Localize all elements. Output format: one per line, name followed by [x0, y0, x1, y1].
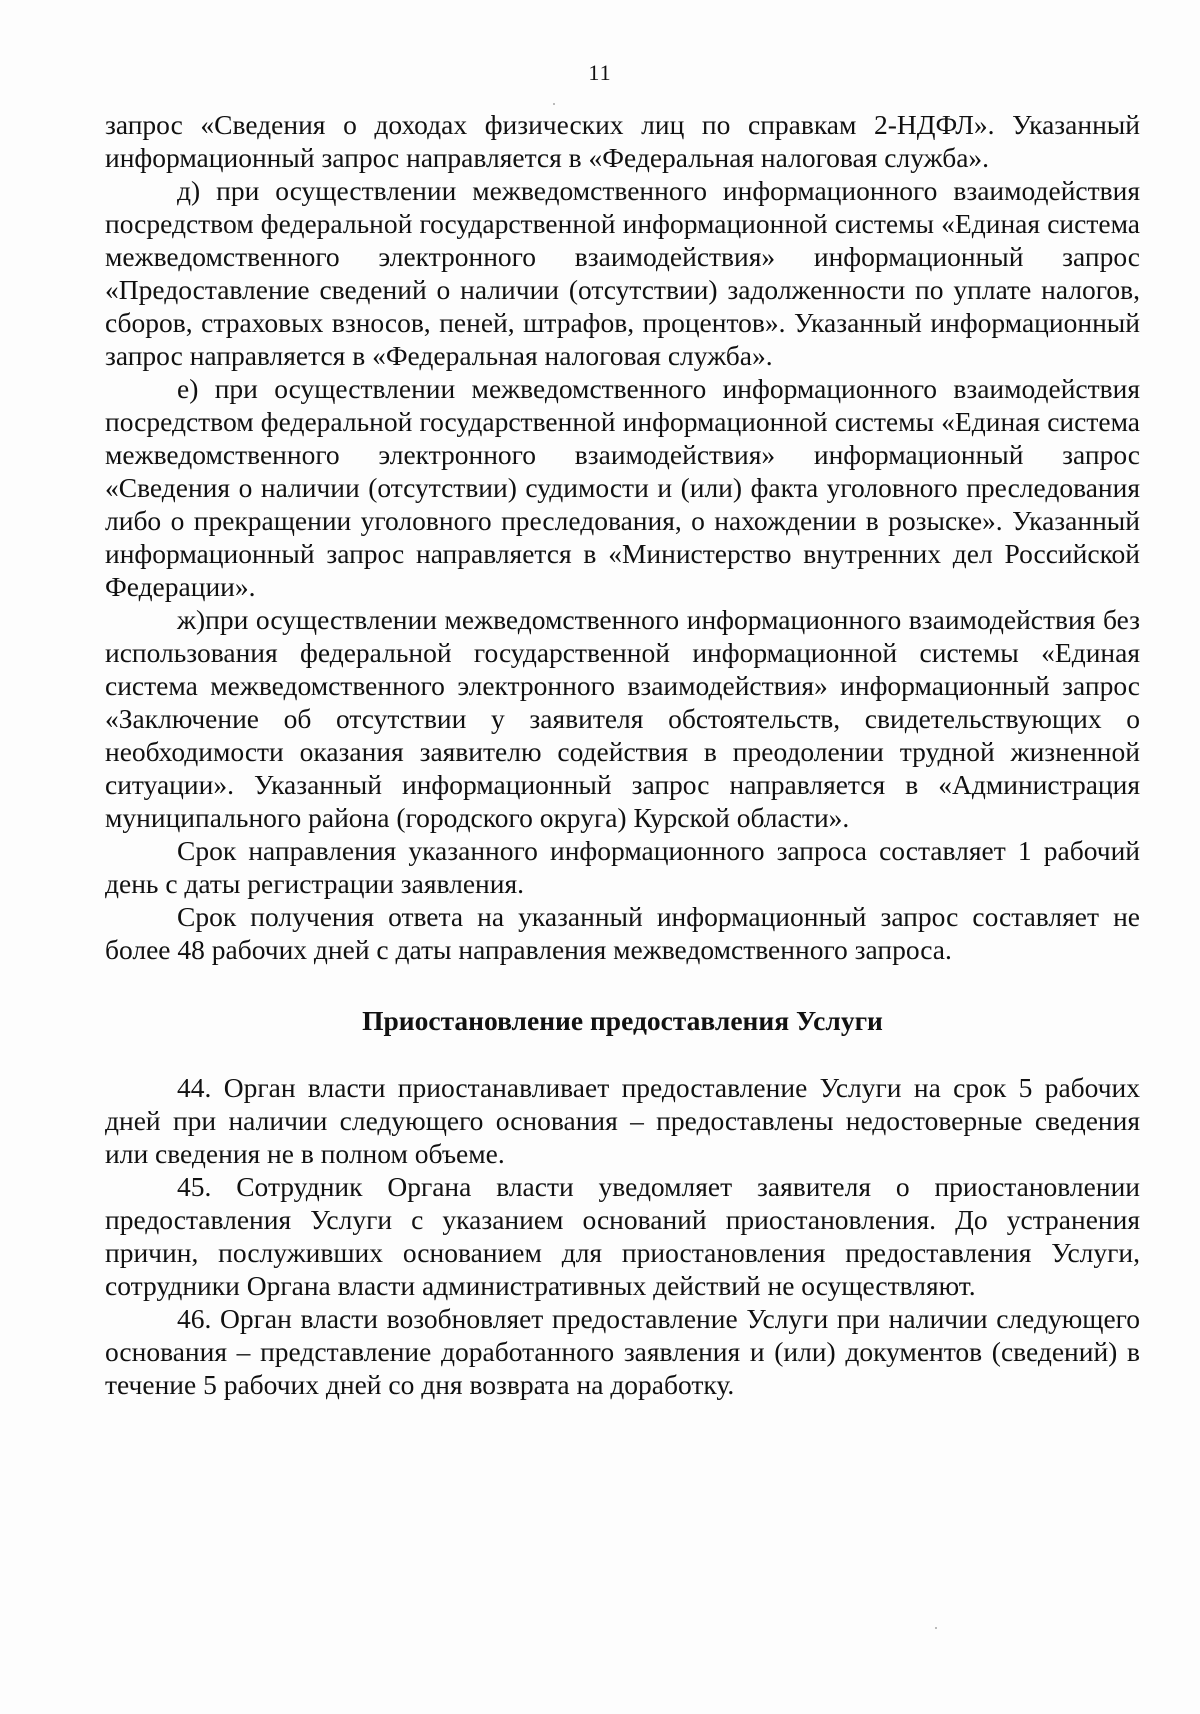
page-content	[105, 108, 1140, 1401]
paragraph-response-deadline: Срок получения ответа на указанный информационный запрос составляет не более 48 рабочих дней с даты направления межведомственного запроса.	[105, 901, 1140, 965]
page-number: 11	[588, 60, 612, 85]
paragraph-item-d: д) при осуществлении межведомственного информационного взаимодействия посредством федеральной государственной информационной системы «Единая система межведомственного электронного взаимодействия» информационный запрос «Предоставление сведений о наличии (отсутствии) задолженности по уплате налогов, сборов, страховых взносов, пеней, штрафов, процентов». Указанный информационный запрос направляется в «Федеральная налоговая служба».	[105, 175, 1140, 371]
paragraph-45: 45. Сотрудник Органа власти уведомляет заявителя о приостановлении предоставления Услуги с указанием оснований приостановления. До устранения причин, послуживших основанием для приостановления предоставления Услуги, сотрудники Органа власти административных действий не осуществляют.	[105, 1171, 1140, 1301]
section-heading: Приостановление предоставления Услуги	[362, 1005, 883, 1036]
paragraph-46: 46. Орган власти возобновляет предоставление Услуги при наличии следующего основания – представление доработанного заявления и (или) документов (сведений) в течение 5 рабочих дней со дня возврата на доработку.	[105, 1303, 1140, 1400]
paragraph-continuation: запрос «Сведения о доходах физических лиц по справкам 2-НДФЛ». Указанный информационный запрос направляется в «Федеральная налоговая служба».	[105, 109, 1140, 173]
scan-speck	[935, 1627, 937, 1629]
paragraph-44: 44. Орган власти приостанавливает предоставление Услуги на срок 5 рабочих дней при наличии следующего основания – предоставлены недостоверные сведения или сведения не в полном объеме.	[105, 1072, 1140, 1169]
scan-speck	[553, 103, 555, 105]
paragraph-item-e: е) при осуществлении межведомственного информационного взаимодействия посредством федеральной государственной информационной системы «Единая система межведомственного электронного взаимодействия» информационный запрос «Сведения о наличии (отсутствии) судимости и (или) факта уголовного преследования либо о прекращении уголовного преследования, о нахождении в розыске». Указанный информационный запрос направляется в «Министерство внутренних дел Российской Федерации».	[105, 373, 1140, 602]
paragraph-item-zh: ж)при осуществлении межведомственного информационного взаимодействия без использования федеральной государственной информационной системы «Единая система межведомственного электронного взаимодействия» информационный запрос «Заключение об отсутствии у заявителя обстоятельств, свидетельствующих о необходимости оказания заявителю содействия в преодолении трудной жизненной ситуации». Указанный информационный запрос направляется в «Администрация муниципального района (городского округа) Курской области».	[105, 604, 1140, 833]
paragraph-request-deadline: Срок направления указанного информационного запроса составляет 1 рабочий день с даты регистрации заявления.	[105, 835, 1140, 899]
